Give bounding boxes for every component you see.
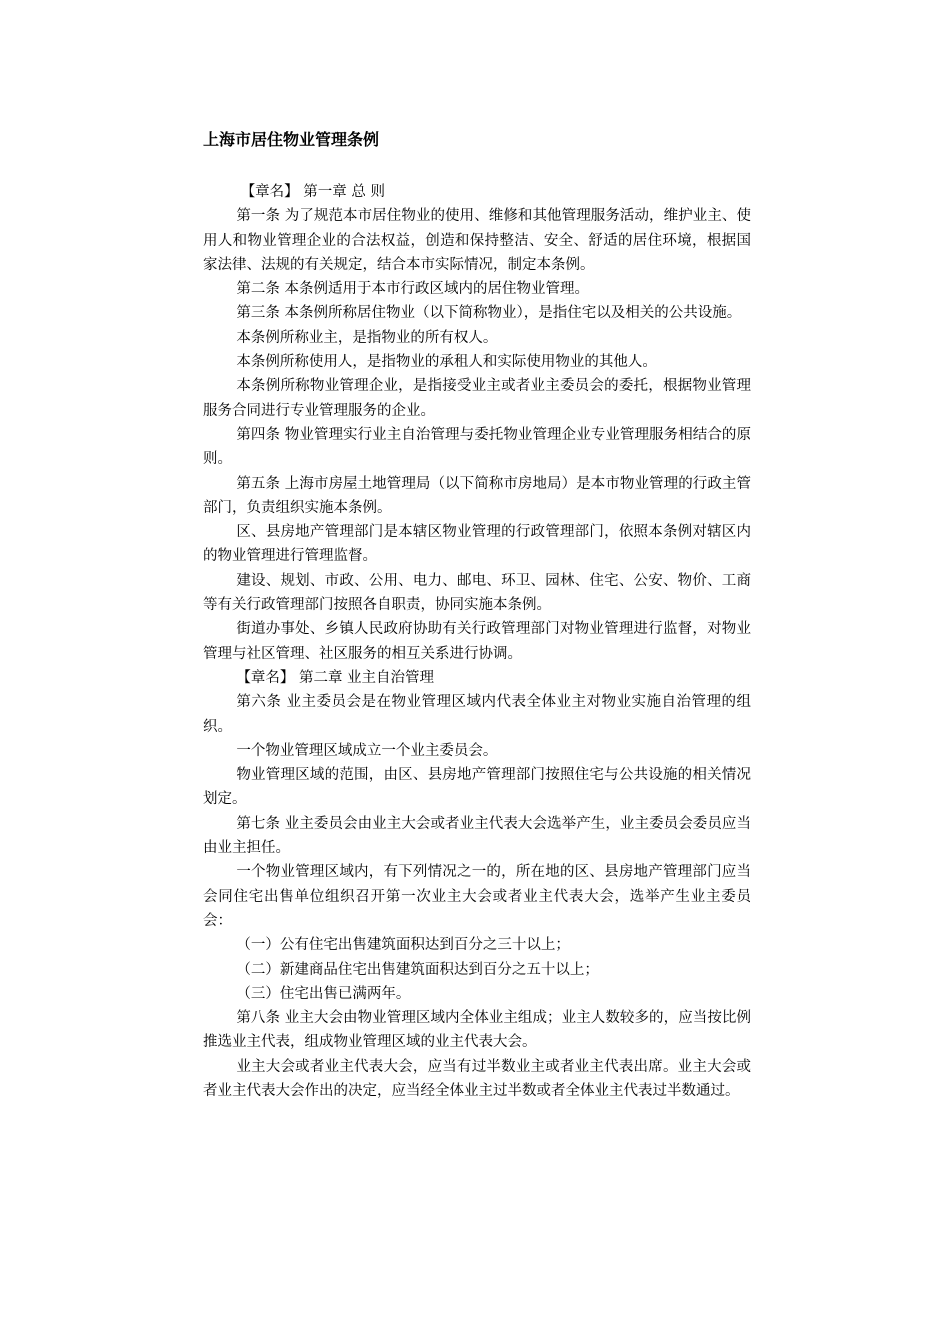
article-paragraph: 第八条 业主大会由物业管理区域内全体业主组成；业主人数较多的，应当按比例推选业主代表，组成物业管理区域的业主代表大会。 (203, 1010, 751, 1051)
article-paragraph: 区、县房地产管理部门是本辖区物业管理的行政管理部门，依照本条例对辖区内的物业管理进行管理监督。 (203, 524, 751, 565)
article-paragraph: 物业管理区域的范围，由区、县房地产管理部门按照住宅与公共设施的相关情况划定。 (203, 767, 751, 808)
article-paragraph: 本条例所称使用人，是指物业的承租人和实际使用物业的其他人。 (236, 354, 657, 371)
article-paragraph: 第七条 业主委员会由业主大会或者业主代表大会选举产生，业主委员会委员应当由业主担任。 (203, 815, 751, 857)
chapter-heading: 【章名】 第一章 总 则 (240, 184, 386, 200)
article-paragraph: 第一条 为了规范本市居住物业的使用、维修和其他管理服务活动，维护业主、使用人和物业管理企业的合法权益，创造和保持整洁、安全、舒适的居住环境，根据国家法律、法规的有关规定，结合本市实际情况，制定本条例。 (203, 208, 751, 273)
list-item: （三）住宅出售已满两年。 (236, 985, 411, 1002)
article-paragraph: 一个物业管理区域成立一个业主委员会。 (236, 742, 498, 759)
article-paragraph: 业主大会或者业主代表大会，应当有过半数业主或者业主代表出席。业主大会或者业主代表大会作出的决定，应当经全体业主过半数或者全体业主代表过半数通过。 (203, 1058, 751, 1099)
list-item: （二）新建商品住宅出售建筑面积达到百分之五十以上； (236, 961, 599, 978)
article-paragraph: 本条例所称物业管理企业，是指接受业主或者业主委员会的委托，根据物业管理服务合同进行专业管理服务的企业。 (203, 378, 751, 419)
article-paragraph: 街道办事处、乡镇人民政府协助有关行政管理部门对物业管理进行监督，对物业管理与社区管理、社区服务的相互关系进行协调。 (203, 621, 751, 662)
document-body (203, 180, 751, 1103)
list-item: （一）公有住宅出售建筑面积达到百分之三十以上； (236, 937, 570, 954)
article-paragraph: 一个物业管理区域内，有下列情况之一的，所在地的区、县房地产管理部门应当会同住宅出售单位组织召开第一次业主大会或者业主代表大会，选举产生业主委员会： (203, 864, 751, 929)
article-paragraph: 第六条 业主委员会是在物业管理区域内代表全体业主对物业实施自治管理的组织。 (203, 694, 751, 735)
chapter-heading: 【章名】 第二章 业主自治管理 (236, 669, 435, 686)
article-paragraph: 本条例所称业主，是指物业的所有权人。 (236, 329, 498, 346)
article-paragraph: 建设、规划、市政、公用、电力、邮电、环卫、园林、住宅、公安、物价、工商等有关行政管理部门按照各自职责，协同实施本条例。 (203, 572, 751, 614)
article-paragraph: 第五条 上海市房屋土地管理局（以下简称市房地局）是本市物业管理的行政主管部门，负责组织实施本条例。 (203, 475, 751, 516)
article-paragraph: 第三条 本条例所称居住物业（以下简称物业），是指住宅以及相关的公共设施。 (236, 305, 742, 322)
article-paragraph: 第四条 物业管理实行业主自治管理与委托物业管理企业专业管理服务相结合的原则。 (203, 426, 751, 468)
document-title: 上海市居住物业管理条例 (203, 130, 380, 149)
article-paragraph: 第二条 本条例适用于本市行政区域内的居住物业管理。 (236, 281, 589, 298)
